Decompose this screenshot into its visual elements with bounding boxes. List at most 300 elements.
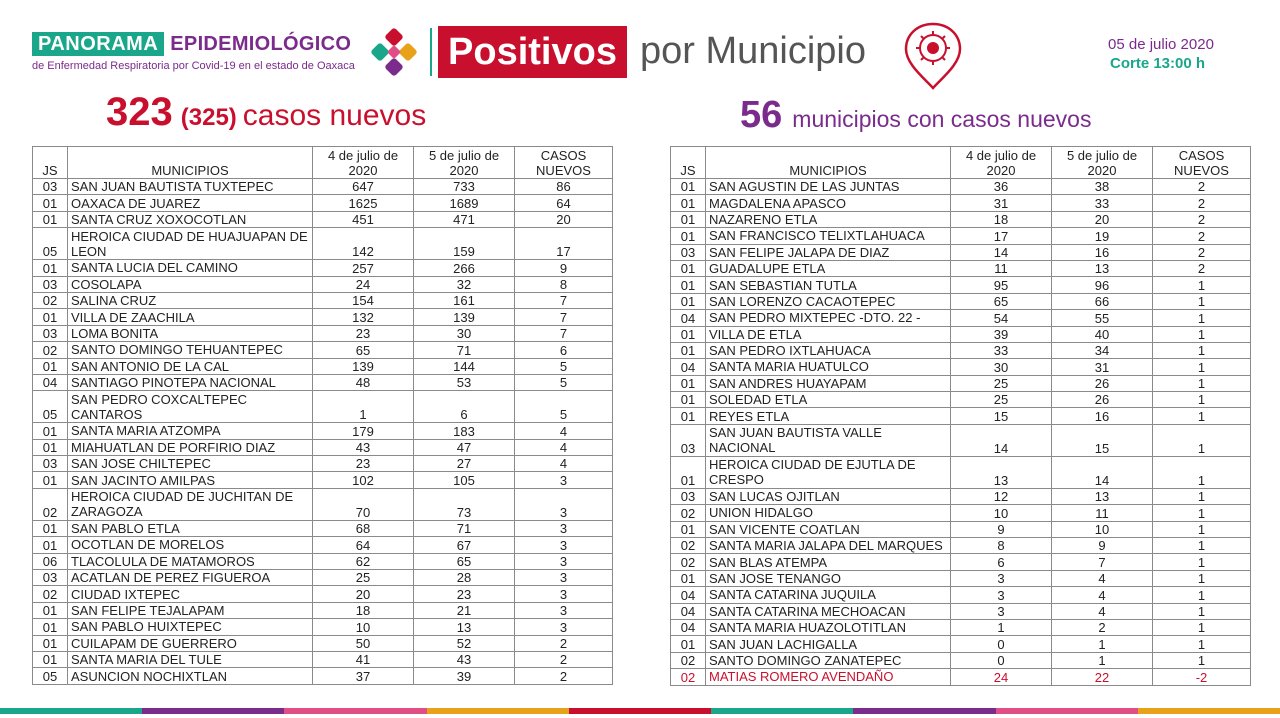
day1-cell: 50 bbox=[313, 635, 414, 651]
new-cases-cell: 2 bbox=[515, 635, 613, 651]
js-cell: 01 bbox=[671, 211, 706, 227]
day2-cell: 13 bbox=[414, 619, 515, 635]
new-cases-cell: 3 bbox=[515, 520, 613, 536]
js-cell: 01 bbox=[33, 651, 68, 667]
day2-cell: 19 bbox=[1052, 228, 1153, 244]
new-cases-cell: 3 bbox=[515, 553, 613, 569]
day2-cell: 4 bbox=[1052, 587, 1153, 603]
table-row bbox=[671, 570, 1251, 586]
municipio-cell: HEROICA CIUDAD DE HUAJUAPAN DE LEON bbox=[68, 228, 313, 260]
day1-cell: 37 bbox=[313, 668, 414, 684]
js-cell: 03 bbox=[671, 244, 706, 260]
day2-cell: 733 bbox=[414, 179, 515, 195]
new-cases-cell: 1 bbox=[1153, 652, 1251, 668]
day1-cell: 23 bbox=[313, 325, 414, 341]
table-row bbox=[671, 375, 1251, 391]
municipalities-count: 56 bbox=[740, 94, 783, 136]
day2-cell: 32 bbox=[414, 276, 515, 292]
js-cell: 01 bbox=[671, 408, 706, 424]
day1-cell: 1625 bbox=[313, 195, 414, 211]
table-row bbox=[33, 391, 613, 423]
js-cell: 02 bbox=[33, 342, 68, 358]
day1-cell: 10 bbox=[313, 619, 414, 635]
table-row bbox=[33, 260, 613, 276]
flower-logo-icon bbox=[370, 28, 418, 76]
js-cell: 01 bbox=[671, 260, 706, 276]
day1-cell: 36 bbox=[951, 179, 1052, 195]
day2-cell: 26 bbox=[1052, 375, 1153, 391]
table-row bbox=[671, 277, 1251, 293]
day1-cell: 62 bbox=[313, 553, 414, 569]
bottom-color-bar bbox=[0, 708, 1280, 714]
js-cell: 01 bbox=[33, 423, 68, 439]
municipio-cell: ASUNCION NOCHIXTLAN bbox=[68, 668, 313, 684]
day2-cell: 22 bbox=[1052, 669, 1153, 685]
new-cases-cell: 1 bbox=[1153, 359, 1251, 375]
day1-cell: 14 bbox=[951, 244, 1052, 260]
js-cell: 05 bbox=[33, 228, 68, 260]
js-cell: 06 bbox=[33, 553, 68, 569]
table-row bbox=[33, 423, 613, 439]
municipio-cell: VILLA DE ETLA bbox=[706, 326, 951, 342]
new-cases-cell: 2 bbox=[515, 651, 613, 667]
municipio-cell: OCOTLAN DE MORELOS bbox=[68, 537, 313, 553]
day2-cell: 28 bbox=[414, 570, 515, 586]
day1-cell: 10 bbox=[951, 505, 1052, 521]
js-cell: 03 bbox=[33, 179, 68, 195]
day2-cell: 15 bbox=[1052, 424, 1153, 456]
day2-cell: 31 bbox=[1052, 359, 1153, 375]
day1-cell: 48 bbox=[313, 374, 414, 390]
table-row bbox=[33, 342, 613, 358]
day2-cell: 7 bbox=[1052, 554, 1153, 570]
new-cases-cell: 3 bbox=[515, 537, 613, 553]
day1-cell: 154 bbox=[313, 292, 414, 308]
new-cases-label: casos nuevos bbox=[242, 99, 427, 132]
day2-cell: 23 bbox=[414, 586, 515, 602]
day2-cell: 26 bbox=[1052, 392, 1153, 408]
js-cell: 01 bbox=[33, 472, 68, 488]
report-date: 05 de julio 2020 bbox=[1108, 36, 1214, 53]
new-cases-cell: 3 bbox=[515, 570, 613, 586]
new-cases-cell: 1 bbox=[1153, 554, 1251, 570]
table-row bbox=[33, 309, 613, 325]
day2-cell: 16 bbox=[1052, 408, 1153, 424]
day1-cell: 6 bbox=[951, 554, 1052, 570]
new-cases-cell: 1 bbox=[1153, 277, 1251, 293]
js-cell: 01 bbox=[33, 260, 68, 276]
new-cases-cell: 7 bbox=[515, 292, 613, 308]
day1-cell: 11 bbox=[951, 260, 1052, 276]
municipio-cell: MIAHUATLAN DE PORFIRIO DIAZ bbox=[68, 439, 313, 455]
day1-cell: 14 bbox=[951, 424, 1052, 456]
day2-cell: 1 bbox=[1052, 636, 1153, 652]
municipio-cell: SAN VICENTE COATLAN bbox=[706, 521, 951, 537]
day2-cell: 73 bbox=[414, 488, 515, 520]
new-cases-cell: 2 bbox=[1153, 211, 1251, 227]
new-cases-cell: 3 bbox=[515, 586, 613, 602]
day2-cell: 38 bbox=[1052, 179, 1153, 195]
new-cases-cell: 3 bbox=[515, 472, 613, 488]
new-cases-cell: 1 bbox=[1153, 570, 1251, 586]
day1-cell: 95 bbox=[951, 277, 1052, 293]
table-row bbox=[671, 244, 1251, 260]
day1-cell: 65 bbox=[951, 293, 1052, 309]
new-cases-cell: 86 bbox=[515, 179, 613, 195]
new-cases-count: 323 bbox=[106, 90, 173, 134]
js-cell: 01 bbox=[671, 342, 706, 358]
municipio-cell: SANTA MARIA ATZOMPA bbox=[68, 423, 313, 439]
municipio-cell: SANTO DOMINGO ZANATEPEC bbox=[706, 652, 951, 668]
table-row bbox=[33, 553, 613, 569]
day1-cell: 68 bbox=[313, 520, 414, 536]
table-row bbox=[33, 520, 613, 536]
day2-cell: 161 bbox=[414, 292, 515, 308]
table-row bbox=[671, 392, 1251, 408]
new-cases-cell: 1 bbox=[1153, 505, 1251, 521]
new-cases-cell: 3 bbox=[515, 619, 613, 635]
municipio-cell: SANTA CATARINA JUQUILA bbox=[706, 587, 951, 603]
municipio-cell: SANTO DOMINGO TEHUANTEPEC bbox=[68, 342, 313, 358]
table-row bbox=[33, 537, 613, 553]
day2-cell: 16 bbox=[1052, 244, 1153, 260]
day2-cell: 1689 bbox=[414, 195, 515, 211]
js-cell: 01 bbox=[671, 456, 706, 488]
js-cell: 02 bbox=[671, 554, 706, 570]
day1-cell: 257 bbox=[313, 260, 414, 276]
col-header-day2: 5 de julio de 2020 bbox=[414, 147, 515, 179]
municipio-cell: SAN JUAN BAUTISTA TUXTEPEC bbox=[68, 179, 313, 195]
municipio-cell: CUILAPAM DE GUERRERO bbox=[68, 635, 313, 651]
day2-cell: 67 bbox=[414, 537, 515, 553]
municipio-cell: SANTA MARIA JALAPA DEL MARQUES bbox=[706, 538, 951, 554]
day1-cell: 17 bbox=[951, 228, 1052, 244]
js-cell: 02 bbox=[33, 586, 68, 602]
js-cell: 02 bbox=[671, 669, 706, 685]
new-cases-cell: 1 bbox=[1153, 587, 1251, 603]
municipio-cell: SANTA MARIA DEL TULE bbox=[68, 651, 313, 667]
js-cell: 03 bbox=[33, 325, 68, 341]
js-cell: 01 bbox=[33, 537, 68, 553]
municipio-cell: ACATLAN DE PEREZ FIGUEROA bbox=[68, 570, 313, 586]
new-cases-cell: 1 bbox=[1153, 408, 1251, 424]
day1-cell: 31 bbox=[951, 195, 1052, 211]
day1-cell: 15 bbox=[951, 408, 1052, 424]
title-positivos: Positivos bbox=[438, 26, 627, 78]
municipio-cell: COSOLAPA bbox=[68, 276, 313, 292]
js-cell: 01 bbox=[671, 636, 706, 652]
municipio-cell: SAN BLAS ATEMPA bbox=[706, 554, 951, 570]
new-cases-cell: 2 bbox=[1153, 244, 1251, 260]
municipio-cell: SANTA MARIA HUATULCO bbox=[706, 359, 951, 375]
table-row bbox=[671, 179, 1251, 195]
new-cases-cell: 8 bbox=[515, 276, 613, 292]
title-por-municipio: por Municipio bbox=[640, 30, 866, 72]
table-row bbox=[671, 211, 1251, 227]
js-cell: 04 bbox=[671, 359, 706, 375]
day2-cell: 33 bbox=[1052, 195, 1153, 211]
day1-cell: 20 bbox=[313, 586, 414, 602]
day1-cell: 451 bbox=[313, 211, 414, 227]
table-row bbox=[33, 586, 613, 602]
js-cell: 01 bbox=[671, 293, 706, 309]
new-cases-cell: 17 bbox=[515, 228, 613, 260]
new-cases-cell: 1 bbox=[1153, 326, 1251, 342]
new-cases-cell: 1 bbox=[1153, 488, 1251, 504]
table-row bbox=[671, 636, 1251, 652]
day2-cell: 14 bbox=[1052, 456, 1153, 488]
day1-cell: 13 bbox=[951, 456, 1052, 488]
table-row bbox=[671, 603, 1251, 619]
js-cell: 01 bbox=[671, 326, 706, 342]
municipio-cell: SANTA CRUZ XOXOCOTLAN bbox=[68, 211, 313, 227]
col-header-day1: 4 de julio de 2020 bbox=[313, 147, 414, 179]
day2-cell: 43 bbox=[414, 651, 515, 667]
municipio-cell: SAN JUAN BAUTISTA VALLE NACIONAL bbox=[706, 424, 951, 456]
day2-cell: 71 bbox=[414, 342, 515, 358]
day2-cell: 39 bbox=[414, 668, 515, 684]
table-row bbox=[671, 521, 1251, 537]
col-header-day1: 4 de julio de 2020 bbox=[951, 147, 1052, 179]
day1-cell: 25 bbox=[313, 570, 414, 586]
js-cell: 01 bbox=[33, 358, 68, 374]
table-row bbox=[671, 505, 1251, 521]
day1-cell: 24 bbox=[313, 276, 414, 292]
new-cases-cell: 3 bbox=[515, 602, 613, 618]
municipio-cell: SAN JUAN LACHIGALLA bbox=[706, 636, 951, 652]
js-cell: 01 bbox=[33, 195, 68, 211]
municipio-cell: MATIAS ROMERO AVENDAÑO bbox=[706, 669, 951, 685]
municipio-cell: SAN FELIPE JALAPA DE DIAZ bbox=[706, 244, 951, 260]
table-row bbox=[33, 228, 613, 260]
table-row bbox=[671, 408, 1251, 424]
table-row bbox=[33, 179, 613, 195]
municipio-cell: SAN SEBASTIAN TUTLA bbox=[706, 277, 951, 293]
new-cases-cell: 2 bbox=[1153, 195, 1251, 211]
table-row bbox=[33, 211, 613, 227]
day1-cell: 102 bbox=[313, 472, 414, 488]
day1-cell: 8 bbox=[951, 538, 1052, 554]
municipio-cell: LOMA BONITA bbox=[68, 325, 313, 341]
col-header-new: CASOS NUEVOS bbox=[1153, 147, 1251, 179]
js-cell: 01 bbox=[33, 309, 68, 325]
new-cases-cell: 7 bbox=[515, 325, 613, 341]
day2-cell: 9 bbox=[1052, 538, 1153, 554]
municipio-cell: SAN LUCAS OJITLAN bbox=[706, 488, 951, 504]
js-cell: 05 bbox=[33, 391, 68, 423]
js-cell: 01 bbox=[671, 277, 706, 293]
table-row bbox=[671, 456, 1251, 488]
table-row bbox=[671, 488, 1251, 504]
municipio-cell: SAN ANDRES HUAYAPAM bbox=[706, 375, 951, 391]
municipio-cell: SAN PEDRO IXTLAHUACA bbox=[706, 342, 951, 358]
municipio-cell: SAN AGUSTIN DE LAS JUNTAS bbox=[706, 179, 951, 195]
municipio-cell: SANTA CATARINA MECHOACAN bbox=[706, 603, 951, 619]
table-row bbox=[671, 359, 1251, 375]
municipio-cell: UNION HIDALGO bbox=[706, 505, 951, 521]
new-cases-cell: 1 bbox=[1153, 293, 1251, 309]
table-row bbox=[33, 570, 613, 586]
js-cell: 01 bbox=[671, 228, 706, 244]
day2-cell: 40 bbox=[1052, 326, 1153, 342]
header-separator bbox=[430, 28, 432, 76]
new-cases-cell: -2 bbox=[1153, 669, 1251, 685]
municipio-cell: SANTA LUCIA DEL CAMINO bbox=[68, 260, 313, 276]
virus-location-pin-icon bbox=[892, 18, 974, 92]
day1-cell: 179 bbox=[313, 423, 414, 439]
day1-cell: 1 bbox=[951, 619, 1052, 635]
table-row bbox=[33, 602, 613, 618]
table-row bbox=[33, 635, 613, 651]
day1-cell: 43 bbox=[313, 439, 414, 455]
day1-cell: 65 bbox=[313, 342, 414, 358]
js-cell: 01 bbox=[33, 602, 68, 618]
new-cases-cell: 2 bbox=[1153, 228, 1251, 244]
js-cell: 01 bbox=[671, 392, 706, 408]
day1-cell: 647 bbox=[313, 179, 414, 195]
municipio-cell: SANTA MARIA HUAZOLOTITLAN bbox=[706, 619, 951, 635]
table-row bbox=[33, 488, 613, 520]
new-cases-cell: 1 bbox=[1153, 603, 1251, 619]
day2-cell: 1 bbox=[1052, 652, 1153, 668]
municipalities-label: municipios con casos nuevos bbox=[792, 106, 1092, 132]
day2-cell: 65 bbox=[414, 553, 515, 569]
js-cell: 03 bbox=[33, 456, 68, 472]
new-cases-cell: 1 bbox=[1153, 538, 1251, 554]
table-row bbox=[671, 260, 1251, 276]
left-table-body bbox=[33, 179, 613, 685]
table-row bbox=[671, 538, 1251, 554]
day1-cell: 24 bbox=[951, 669, 1052, 685]
municipio-cell: TLACOLULA DE MATAMOROS bbox=[68, 553, 313, 569]
day2-cell: 55 bbox=[1052, 310, 1153, 326]
day2-cell: 66 bbox=[1052, 293, 1153, 309]
js-cell: 02 bbox=[671, 505, 706, 521]
day2-cell: 159 bbox=[414, 228, 515, 260]
day1-cell: 33 bbox=[951, 342, 1052, 358]
day1-cell: 18 bbox=[951, 211, 1052, 227]
js-cell: 01 bbox=[33, 439, 68, 455]
day1-cell: 3 bbox=[951, 587, 1052, 603]
new-cases-cell: 1 bbox=[1153, 375, 1251, 391]
day2-cell: 30 bbox=[414, 325, 515, 341]
new-cases-cell: 6 bbox=[515, 342, 613, 358]
municipio-cell: SAN PEDRO MIXTEPEC -DTO. 22 - bbox=[706, 310, 951, 326]
new-cases-cell: 5 bbox=[515, 358, 613, 374]
day1-cell: 41 bbox=[313, 651, 414, 667]
municipio-cell: SAN FRANCISCO TELIXTLAHUACA bbox=[706, 228, 951, 244]
day2-cell: 4 bbox=[1052, 570, 1153, 586]
day1-cell: 3 bbox=[951, 603, 1052, 619]
municipio-cell: SALINA CRUZ bbox=[68, 292, 313, 308]
logo-subtitle: de Enfermedad Respiratoria por Covid-19 en el estado de Oaxaca bbox=[32, 60, 355, 72]
js-cell: 01 bbox=[33, 635, 68, 651]
table-row bbox=[33, 472, 613, 488]
day1-cell: 12 bbox=[951, 488, 1052, 504]
table-row bbox=[33, 456, 613, 472]
day1-cell: 70 bbox=[313, 488, 414, 520]
new-cases-cell: 2 bbox=[515, 668, 613, 684]
table-row bbox=[671, 652, 1251, 668]
table-row bbox=[33, 619, 613, 635]
table-row bbox=[33, 195, 613, 211]
js-cell: 03 bbox=[33, 276, 68, 292]
logo-panorama-text: PANORAMA bbox=[32, 32, 164, 56]
day2-cell: 52 bbox=[414, 635, 515, 651]
js-cell: 01 bbox=[671, 521, 706, 537]
municipio-cell: SAN ANTONIO DE LA CAL bbox=[68, 358, 313, 374]
municipio-cell: SOLEDAD ETLA bbox=[706, 392, 951, 408]
table-row bbox=[33, 374, 613, 390]
table-row bbox=[33, 439, 613, 455]
table-row bbox=[671, 619, 1251, 635]
js-cell: 04 bbox=[671, 587, 706, 603]
day2-cell: 21 bbox=[414, 602, 515, 618]
js-cell: 01 bbox=[33, 520, 68, 536]
new-cases-cell: 4 bbox=[515, 439, 613, 455]
js-cell: 01 bbox=[33, 211, 68, 227]
municipio-cell: SAN PABLO ETLA bbox=[68, 520, 313, 536]
new-cases-cell: 1 bbox=[1153, 521, 1251, 537]
new-cases-cell: 1 bbox=[1153, 456, 1251, 488]
col-header-js: JS bbox=[671, 147, 706, 179]
day1-cell: 64 bbox=[313, 537, 414, 553]
day1-cell: 39 bbox=[951, 326, 1052, 342]
js-cell: 02 bbox=[33, 488, 68, 520]
day2-cell: 27 bbox=[414, 456, 515, 472]
new-cases-cell: 1 bbox=[1153, 310, 1251, 326]
col-header-municipio: MUNICIPIOS bbox=[68, 147, 313, 179]
new-cases-summary bbox=[106, 90, 426, 135]
logo-epidemiologico-text: EPIDEMIOLÓGICO bbox=[170, 32, 352, 55]
day2-cell: 13 bbox=[1052, 260, 1153, 276]
table-row bbox=[671, 587, 1251, 603]
table-row bbox=[671, 424, 1251, 456]
table-row bbox=[33, 292, 613, 308]
js-cell: 02 bbox=[671, 538, 706, 554]
day2-cell: 6 bbox=[414, 391, 515, 423]
municipalities-summary bbox=[740, 94, 1091, 137]
table-row bbox=[671, 342, 1251, 358]
day1-cell: 142 bbox=[313, 228, 414, 260]
new-cases-cell: 5 bbox=[515, 374, 613, 390]
table-row bbox=[33, 651, 613, 667]
municipio-cell: SAN PABLO HUIXTEPEC bbox=[68, 619, 313, 635]
day2-cell: 183 bbox=[414, 423, 515, 439]
municipio-cell: SAN JOSE CHILTEPEC bbox=[68, 456, 313, 472]
day1-cell: 25 bbox=[951, 392, 1052, 408]
col-header-new: CASOS NUEVOS bbox=[515, 147, 613, 179]
table-row bbox=[671, 228, 1251, 244]
js-cell: 03 bbox=[671, 424, 706, 456]
table-row bbox=[33, 276, 613, 292]
left-cases-table bbox=[32, 146, 613, 685]
new-cases-cell: 20 bbox=[515, 211, 613, 227]
municipio-cell: SAN JACINTO AMILPAS bbox=[68, 472, 313, 488]
day1-cell: 3 bbox=[951, 570, 1052, 586]
right-table-body bbox=[671, 179, 1251, 686]
table-row bbox=[671, 669, 1251, 685]
new-cases-cell: 4 bbox=[515, 456, 613, 472]
day1-cell: 0 bbox=[951, 636, 1052, 652]
municipio-cell: SAN FELIPE TEJALAPAM bbox=[68, 602, 313, 618]
municipio-cell: REYES ETLA bbox=[706, 408, 951, 424]
new-cases-cell: 2 bbox=[1153, 179, 1251, 195]
js-cell: 01 bbox=[671, 570, 706, 586]
municipio-cell: HEROICA CIUDAD DE EJUTLA DE CRESPO bbox=[706, 456, 951, 488]
table-row bbox=[671, 293, 1251, 309]
js-cell: 01 bbox=[671, 195, 706, 211]
